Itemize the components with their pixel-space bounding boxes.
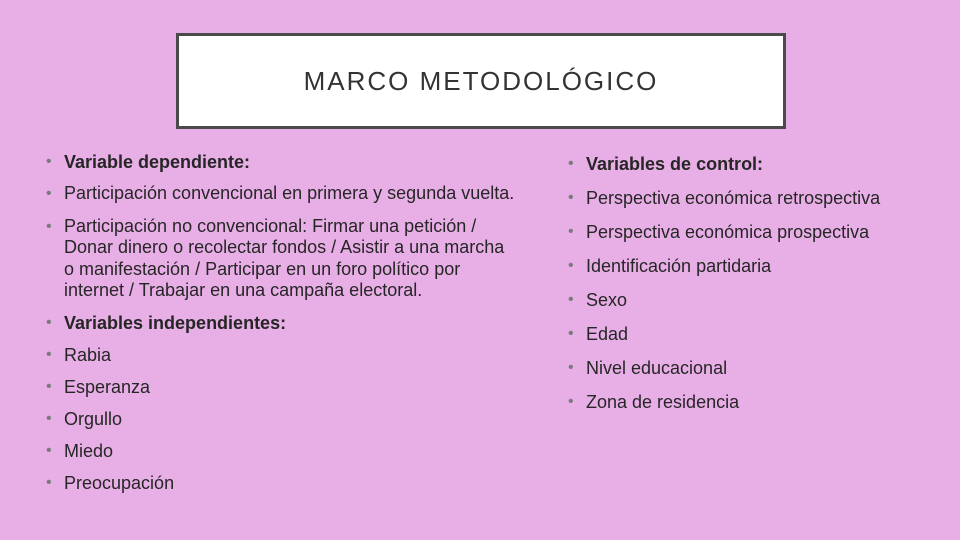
bullet-icon: • (568, 359, 574, 376)
list-item-text: Esperanza (64, 376, 151, 397)
list-item-text: Variable dependiente: (64, 152, 251, 172)
list-item (46, 376, 516, 398)
list-item-text: Rabia (64, 344, 112, 365)
slide-title: MARCO METODOLÓGICO (303, 65, 659, 96)
list-item-text: Edad (586, 324, 629, 344)
list-item-text: Sexo (586, 290, 628, 310)
list-item (568, 357, 948, 379)
list-item (46, 408, 516, 430)
list-item (46, 183, 516, 205)
list-item-text: Variables independientes: (64, 312, 287, 333)
list-item (568, 391, 948, 413)
list-item-text: Participación no convencional: Firmar una petición / Donar dinero o recolectar fondos / Asistir a una marcha o manifestación / Participar en un foro político por internet / Trabajar en una campaña electoral. (64, 215, 505, 300)
list-item (46, 472, 516, 494)
list-item (568, 221, 948, 243)
bullet-icon: • (568, 189, 574, 206)
list-item (46, 216, 516, 302)
list-item (568, 153, 948, 175)
list-item (46, 151, 516, 173)
bullet-icon: • (568, 257, 574, 274)
list-item-text: Preocupación (64, 472, 175, 493)
bullet-icon: • (46, 185, 52, 202)
bullet-icon: • (46, 473, 52, 491)
list-item (46, 312, 516, 334)
title-box (176, 33, 786, 129)
list-item-text: Participación convencional en primera y segunda vuelta. (64, 183, 515, 203)
list-item-text: Nivel educacional (586, 358, 728, 378)
bullet-icon: • (568, 325, 574, 342)
list-item-text: Perspectiva económica prospectiva (586, 222, 870, 242)
list-item (568, 255, 948, 277)
bullet-icon: • (568, 393, 574, 410)
bullet-icon: • (568, 291, 574, 308)
list-item-text: Miedo (64, 440, 114, 461)
left-bullet-list (46, 151, 516, 494)
list-item-text: Orgullo (64, 408, 123, 429)
bullet-icon: • (568, 223, 574, 240)
bullet-icon: • (46, 313, 52, 331)
list-item-text: Perspectiva económica retrospectiva (586, 188, 881, 208)
bullet-icon: • (46, 217, 52, 235)
list-item (46, 440, 516, 462)
list-item (568, 289, 948, 311)
list-item (568, 187, 948, 209)
right-bullet-list (568, 153, 948, 413)
bullet-icon: • (46, 441, 52, 459)
bullet-icon: • (46, 377, 52, 395)
list-item (46, 344, 516, 366)
bullet-icon: • (568, 155, 574, 172)
list-item (568, 323, 948, 345)
list-item-text: Identificación partidaria (586, 256, 772, 276)
list-item-text: Variables de control: (586, 154, 764, 174)
bullet-icon: • (46, 153, 52, 170)
bullet-icon: • (46, 345, 52, 363)
bullet-icon: • (46, 409, 52, 427)
list-item-text: Zona de residencia (586, 392, 740, 412)
